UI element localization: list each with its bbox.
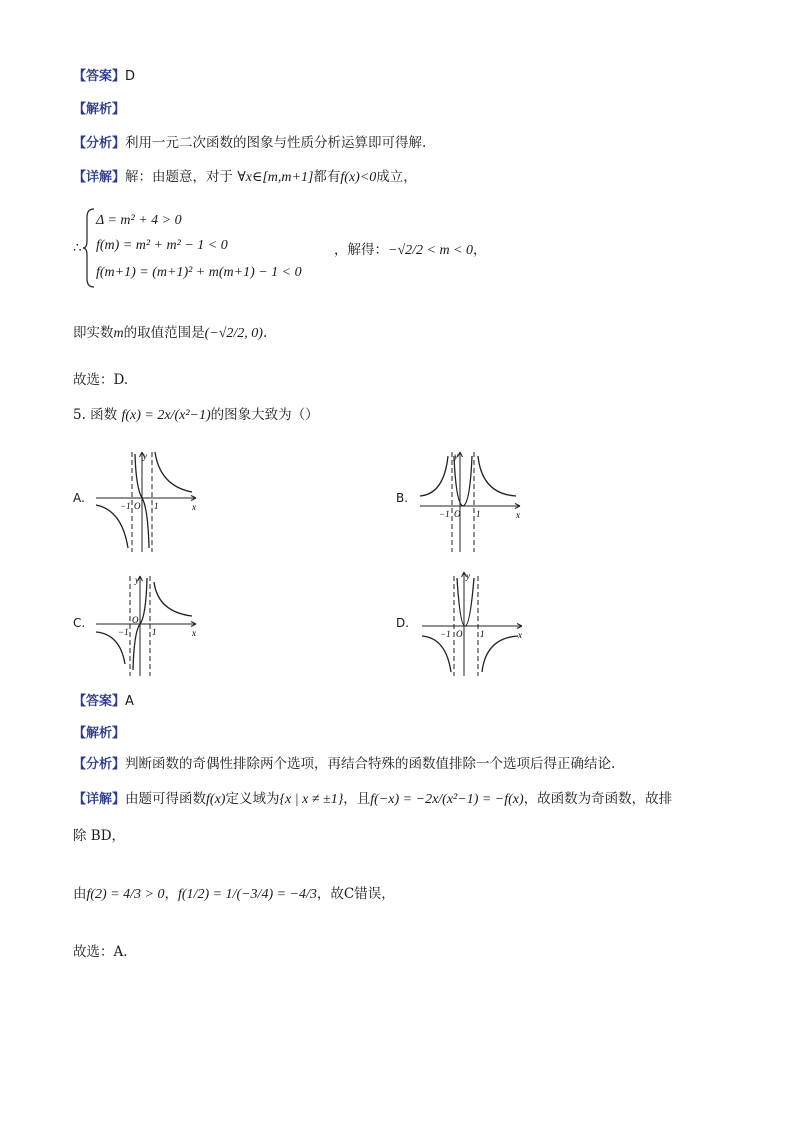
detail-domain: {x | x ≠ ±1}: [279, 792, 344, 807]
option-a-label[interactable]: A.: [73, 491, 85, 505]
answer-tag: 【答案】: [73, 69, 126, 84]
calc-2: f(1/2) = 1/(−3/4) = −4/3: [178, 887, 317, 902]
system-brace: [82, 207, 96, 289]
calc-suffix: ，故C错误，: [316, 886, 395, 902]
range-text-2: 的取值范围是: [123, 325, 205, 341]
system-line-3: f(m+1) = (m+1)² + m(m+1) − 1 < 0: [96, 265, 302, 280]
q4-detail-line: [73, 167, 417, 188]
q4-answer-line: [73, 66, 135, 87]
fenxi-tag: 【分析】: [73, 136, 126, 151]
origin-label: O: [132, 615, 139, 625]
q5-stem-suffix: 的图象大致为（）: [210, 407, 319, 423]
option-c-graph[interactable]: [92, 572, 202, 678]
option-a-graph[interactable]: [92, 448, 202, 554]
origin-label: O: [134, 501, 141, 511]
solve-line: ，解得：−√2/2 < m < 0，: [334, 242, 487, 258]
calc-prefix: 由: [73, 886, 87, 902]
fenxi-tag: 【分析】: [73, 757, 126, 772]
neg1-label: −1: [120, 501, 131, 511]
range-value: (−√2/2, 0): [204, 326, 263, 341]
detail-odd: f(−x) = −2x/(x²−1) = −f(x): [370, 792, 524, 807]
option-c-label[interactable]: C.: [73, 616, 86, 630]
range-text-1: 即实数: [73, 325, 114, 341]
q5-detail-line: 【详解】由题可得函数f(x)定义域为{x | x ≠ ±1}，且f(−x) = −2x/(x²−1) = −f(x)，故函数为奇函数，故排: [73, 791, 673, 807]
answer-tag: 【答案】: [73, 694, 126, 709]
answer-value: D: [125, 69, 136, 84]
neg1-label: −1: [440, 629, 451, 639]
option-b-label[interactable]: B.: [396, 491, 409, 505]
q5-analysis-tag: 【解析】: [73, 726, 126, 741]
detail-text-3: 成立，: [376, 169, 417, 185]
pos1-label: 1: [480, 629, 485, 639]
detail-text-2: 都有: [313, 169, 341, 185]
detail-text-1: 由题可得函数: [125, 791, 207, 807]
y-axis-label: y: [135, 575, 139, 585]
q5-stem: [73, 405, 319, 426]
fenxi-text: 判断函数的奇偶性排除两个选项，再结合特殊的函数值排除一个选项后得正确结论.: [125, 756, 616, 772]
pos1-label: 1: [154, 501, 159, 511]
calc-1: f(2) = 4/3 > 0: [86, 887, 165, 902]
detail-text-3: ，故函数为奇函数，故排: [523, 791, 673, 807]
option-d-graph[interactable]: [418, 568, 528, 678]
detail-text-1: 解：由题意，对于: [125, 169, 234, 185]
y-axis-label: y: [454, 451, 458, 461]
x-axis-label: x: [192, 628, 196, 638]
detail-cond: ∀x∈[m,m+1]: [237, 170, 314, 185]
range-line: 即实数m的取值范围是(−√2/2, 0).: [73, 325, 268, 341]
therefore-sign: ∴: [73, 240, 82, 256]
x-axis-label: x: [518, 630, 522, 640]
x-axis-label: x: [192, 502, 196, 512]
answer-value: A: [125, 694, 134, 709]
y-axis-label: y: [466, 571, 470, 581]
range-var: m: [113, 326, 124, 341]
q5-calc-line: 由f(2) = 4/3 > 0，f(1/2) = 1/(−3/4) = −4/3，故C错误，: [73, 886, 395, 902]
neg1-label: −1: [118, 627, 129, 637]
origin-label: O: [456, 629, 463, 639]
q5-stem-func: f(x) = 2x/(x²−1): [121, 408, 211, 423]
y-axis-label: y: [143, 451, 147, 461]
q5-choose: 故选：A.: [73, 944, 128, 960]
q5-stem-prefix: 5. 函数: [73, 407, 118, 423]
detail-text-2: ，且: [343, 791, 371, 807]
q5-answer-line: [73, 691, 134, 712]
fenxi-text: 利用一元二次函数的图象与性质分析运算即可得解.: [125, 135, 427, 151]
x-axis-label: x: [516, 510, 520, 520]
pos1-label: 1: [152, 627, 157, 637]
detail-tag: 【详解】: [73, 170, 126, 185]
detail-ineq: f(x)<0: [340, 170, 377, 185]
q4-fenxi-line: [73, 133, 426, 154]
system-line-2: f(m) = m² + m² − 1 < 0: [96, 238, 228, 253]
q5-fenxi-line: [73, 754, 615, 775]
solve-ineq: −√2/2 < m < 0: [388, 243, 474, 258]
solve-label: ，解得：: [334, 242, 388, 258]
option-d-label[interactable]: D.: [396, 616, 410, 630]
detail-tag: 【详解】: [73, 792, 126, 807]
pos1-label: 1: [476, 509, 481, 519]
q5-detail-text-4: 除 BD，: [73, 828, 126, 844]
q4-choose: 故选：D.: [73, 372, 129, 388]
origin-label: O: [454, 509, 461, 519]
neg1-label: −1: [439, 509, 450, 519]
system-line-1: Δ = m² + 4 > 0: [96, 213, 182, 228]
option-b-graph[interactable]: [416, 448, 526, 554]
detail-domain-text: 定义域为: [225, 791, 280, 807]
q4-analysis-tag: 【解析】: [73, 102, 126, 117]
